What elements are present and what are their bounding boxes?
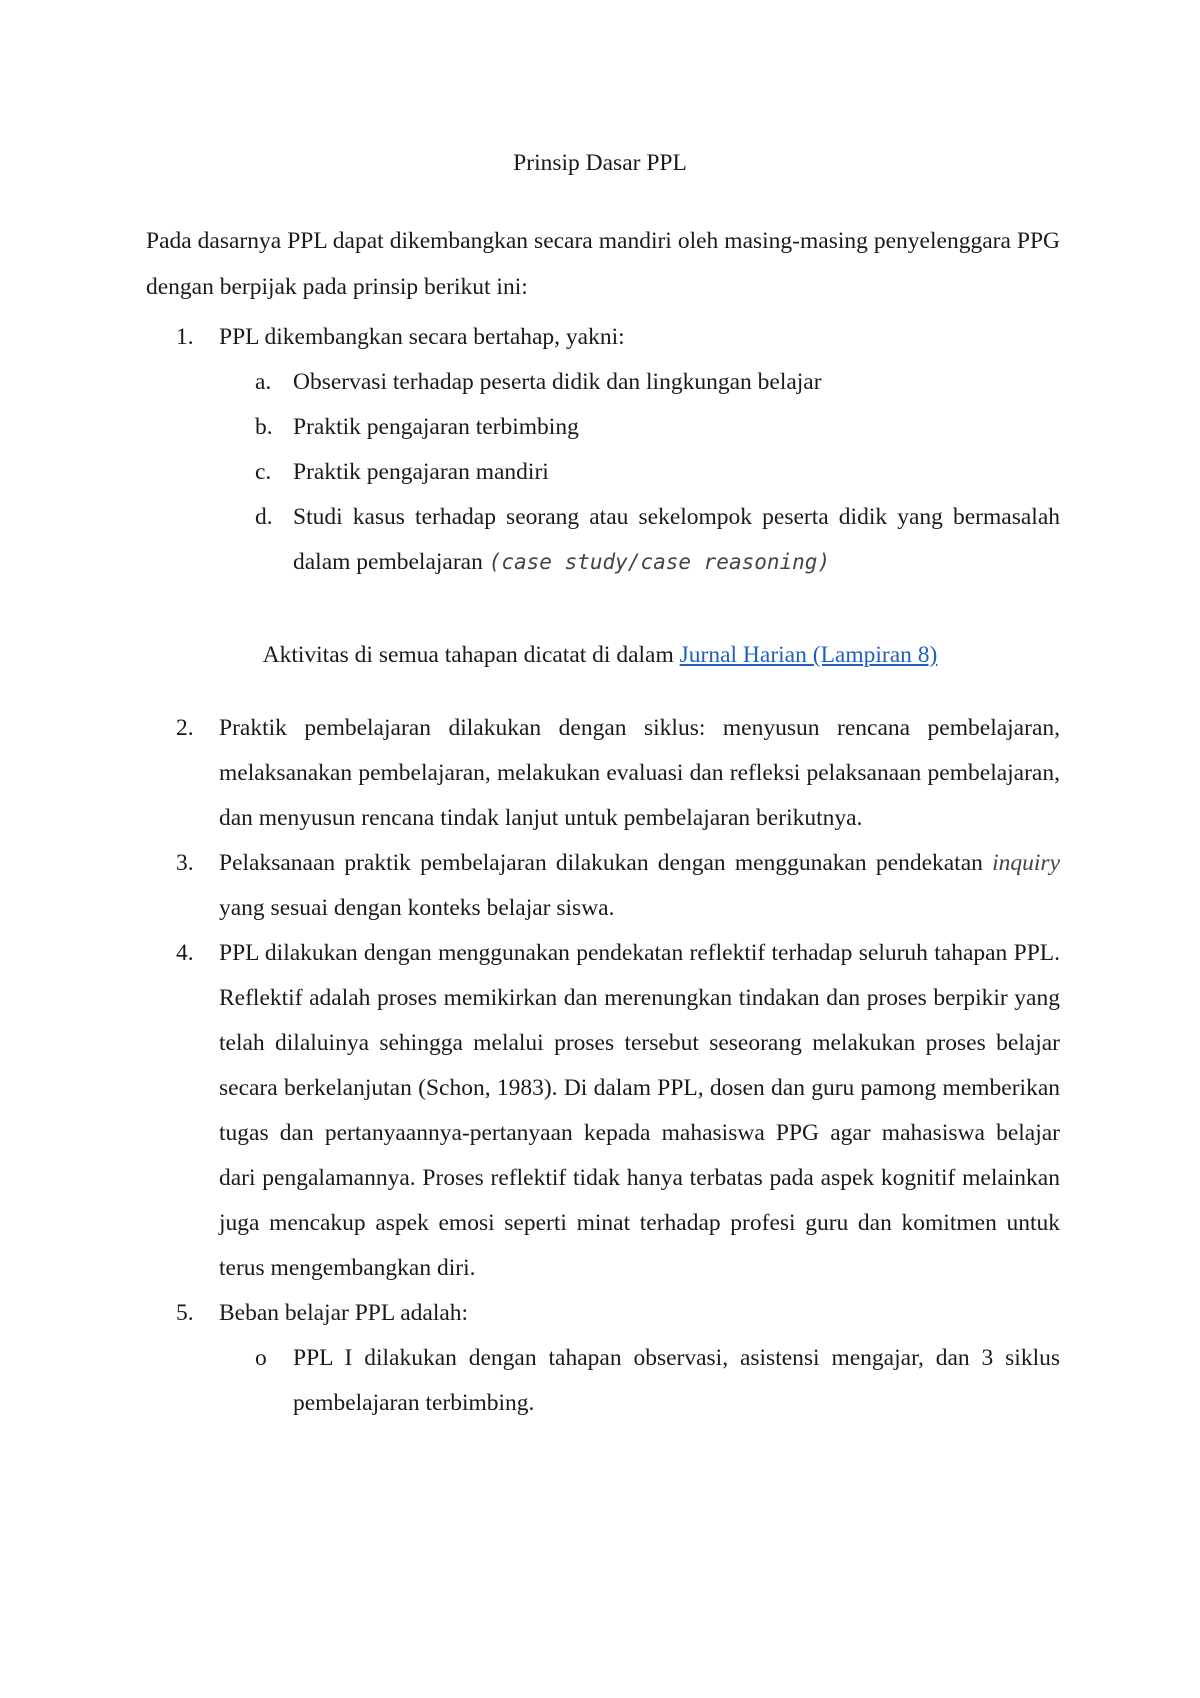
list-item-italic: inquiry <box>992 850 1060 876</box>
list-item-4 <box>146 931 1060 1291</box>
sub-item-c <box>146 450 1060 495</box>
sub-item-italic: (case study/case reasoning) <box>488 550 831 574</box>
list-item-text: PPL dilakukan dengan menggunakan pendekatan reflektif terhadap seluruh tahapan PPL. Reflektif adalah proses memikirkan dan merenungkan tindakan dan proses berpikir yang telah dilaluinya sehingga melalui proses tersebut seseorang melakukan proses belajar secara berkelanjutan (Schon, 1983). Di dalam PPL, dosen dan guru pamong memberikan tugas dan pertanyaannya-pertanyaan kepada mahasiswa PPG agar mahasiswa belajar dari pengalamannya. Proses reflektif tidak hanya terbatas pada aspek kognitif melainkan juga mencakup aspek emosi seperti minat terhadap profesi guru dan komitmen untuk terus mengembangkan diri. <box>219 940 1060 1281</box>
page-title: Prinsip Dasar PPL <box>513 150 687 176</box>
sub-item-text: Observasi terhadap peserta didik dan lingkungan belajar <box>293 369 822 395</box>
list-number: 4. <box>176 940 194 966</box>
sub-item-text: Studi kasus terhadap seorang atau sekelompok peserta didik yang bermasalah dalam pembelajaran <box>293 504 1060 575</box>
list-item-text: Pelaksanaan praktik pembelajaran dilakukan dengan menggunakan pendekatan <box>219 850 993 876</box>
list-item-text: PPL dikembangkan secara bertahap, yakni: <box>219 324 625 350</box>
list-number: 5. <box>176 1300 194 1326</box>
list-item-text-after: yang sesuai dengan konteks belajar siswa. <box>219 895 615 921</box>
sub-letter: d. <box>255 504 273 530</box>
sub-item-bullet <box>146 1336 1060 1426</box>
sub-item-b <box>146 405 1060 450</box>
journal-link[interactable]: Jurnal Harian (Lampiran 8) <box>679 642 938 668</box>
intro-paragraph: Pada dasarnya PPL dapat dikembangkan secara mandiri oleh masing-masing penyelenggara PPG dengan berpijak pada prinsip berikut ini: <box>146 228 1060 300</box>
journal-note-text: Aktivitas di semua tahapan dicatat di dalam <box>262 642 680 668</box>
list-item-5 <box>146 1291 1060 1336</box>
sub-item-text: Praktik pengajaran mandiri <box>293 459 549 485</box>
principle-list-part-1 <box>146 315 1060 585</box>
list-item-text: Beban belajar PPL adalah: <box>219 1300 469 1326</box>
list-item-2 <box>146 706 1060 841</box>
list-item-text: Praktik pembelajaran dilakukan dengan siklus: menyusun rencana pembelajaran, melaksanakan pembelajaran, melakukan evaluasi dan refleksi pelaksanaan pembelajaran, dan menyusun rencana tindak lanjut untuk pembelajaran berikutnya. <box>219 715 1060 831</box>
sub-item-d <box>146 495 1060 585</box>
circle-bullet-icon: o <box>255 1345 267 1371</box>
list-number: 2. <box>176 715 194 741</box>
sub-item-a <box>146 360 1060 405</box>
sub-letter: a. <box>255 369 272 395</box>
sub-letter: b. <box>255 414 273 440</box>
sub-item-text: Praktik pengajaran terbimbing <box>293 414 579 440</box>
list-number: 3. <box>176 850 194 876</box>
journal-note <box>0 640 1200 670</box>
sub-item-text: PPL I dilakukan dengan tahapan observasi, asistensi mengajar, dan 3 siklus pembelajaran terbimbing. <box>293 1345 1060 1416</box>
list-item-3 <box>146 841 1060 931</box>
principle-list-part-2 <box>146 706 1060 1426</box>
list-number: 1. <box>176 324 194 350</box>
sub-letter: c. <box>255 459 272 485</box>
list-item-1 <box>146 315 1060 360</box>
